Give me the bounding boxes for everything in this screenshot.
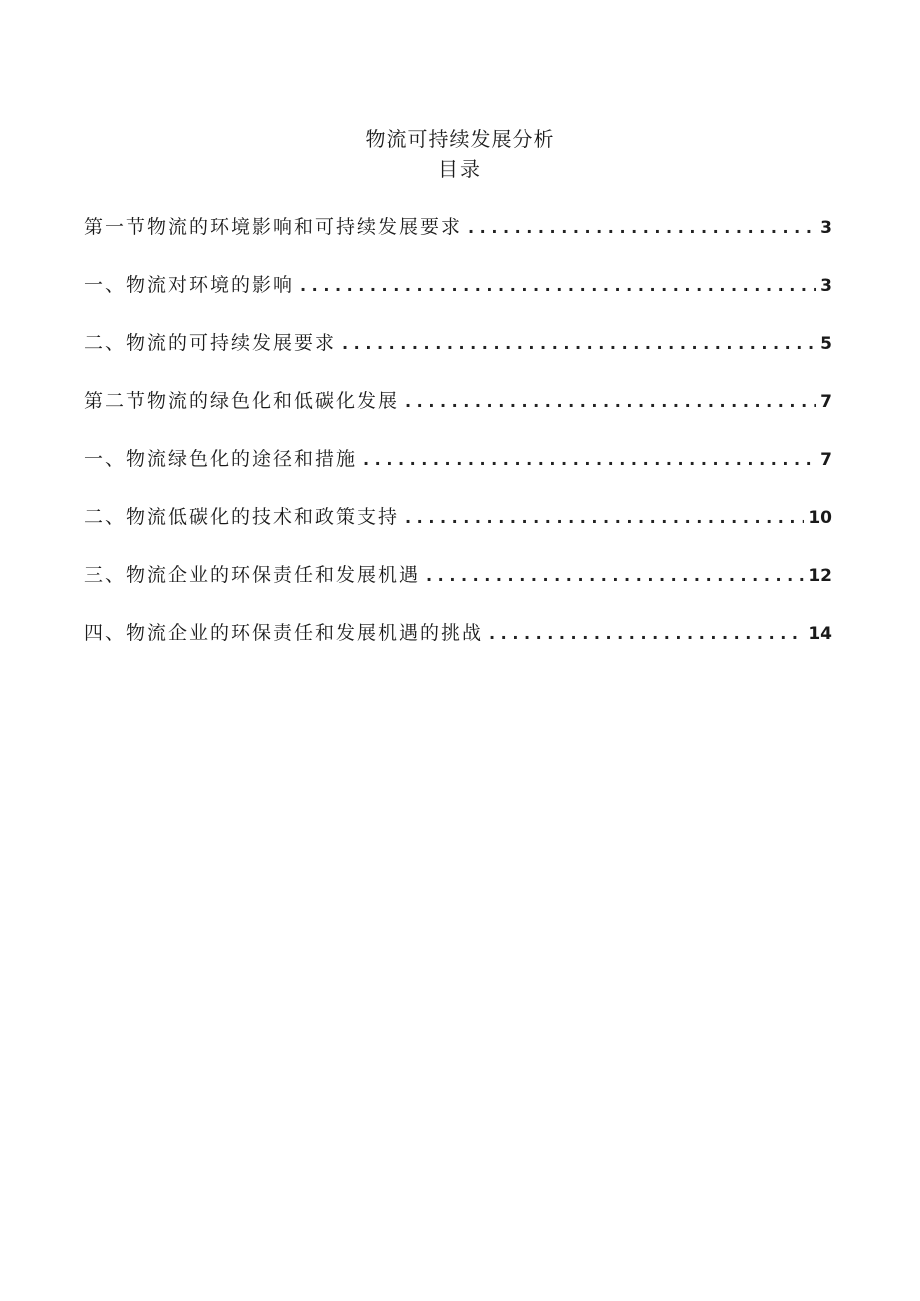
table-of-contents [84,212,832,676]
toc-page-number: 7 [820,450,832,470]
toc-page-number: 3 [820,276,832,296]
toc-entry-text: 四、物流企业的环保责任和发展机遇的挑战 [84,622,484,644]
toc-page-number: 7 [820,392,832,412]
toc-entry[interactable] [84,328,832,386]
toc-entry[interactable] [84,560,832,618]
toc-entry-text: 二、物流的可持续发展要求 [84,332,337,354]
toc-dot-leader [342,329,816,359]
toc-entry-text: 一、物流绿色化的途径和措施 [84,448,358,470]
toc-entry-text: 一、物流对环境的影响 [84,274,295,296]
toc-entry-text: 二、物流低碳化的技术和政策支持 [84,506,400,528]
toc-entry[interactable] [84,618,832,676]
toc-dot-leader [405,387,816,417]
toc-entry[interactable] [84,444,832,502]
toc-dot-leader [300,271,816,301]
toc-entry[interactable] [84,212,832,270]
toc-page-number: 14 [808,624,832,644]
toc-page-number: 3 [820,218,832,238]
document-title: 物流可持续发展分析 [365,127,555,151]
toc-dot-leader [426,561,804,591]
toc-entry-text: 第一节物流的环境影响和可持续发展要求 [84,216,463,238]
toc-dot-leader [363,445,816,475]
toc-page-number: 10 [808,508,832,528]
toc-page-number: 12 [808,566,832,586]
toc-heading: 目录 [438,157,482,181]
toc-entry[interactable] [84,270,832,328]
toc-entry-text: 第二节物流的绿色化和低碳化发展 [84,390,400,412]
toc-entry-text: 三、物流企业的环保责任和发展机遇 [84,564,421,586]
toc-page-number: 5 [820,334,832,354]
toc-dot-leader [468,213,816,243]
toc-entry[interactable] [84,386,832,444]
toc-dot-leader [405,503,804,533]
toc-dot-leader [489,619,804,649]
toc-entry[interactable] [84,502,832,560]
